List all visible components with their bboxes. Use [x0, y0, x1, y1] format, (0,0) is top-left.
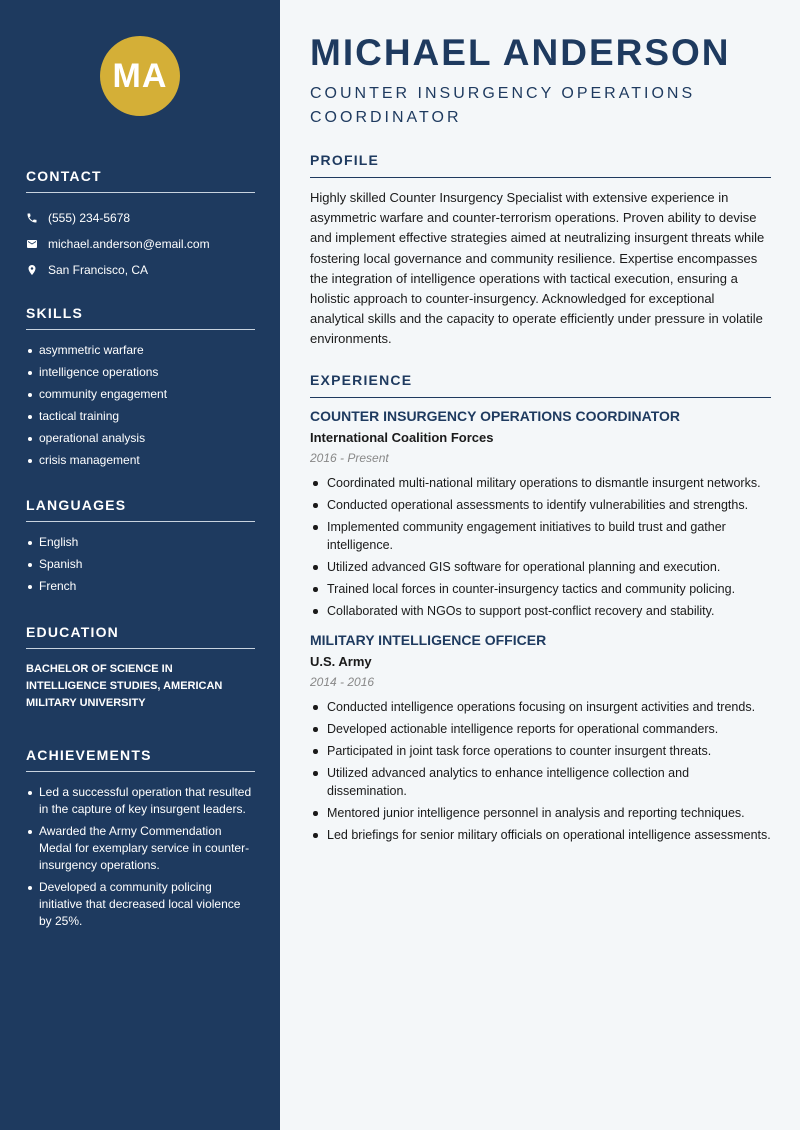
- job-dates: 2014 - 2016: [310, 675, 375, 689]
- skills-list: [26, 342, 255, 469]
- contact-section: [26, 168, 255, 283]
- list-item: Implemented community engagement initiatives to build trust and gather intelligence.: [310, 518, 771, 554]
- list-item: Awarded the Army Commendation Medal for exemplary service in counter-insurgency operations.: [26, 823, 255, 874]
- job-company: International Coalition Forces: [310, 430, 494, 445]
- skills-section: [26, 305, 255, 474]
- list-item: Coordinated multi-national military operations to dismantle insurgent networks.: [310, 474, 771, 492]
- contact-heading: CONTACT: [26, 168, 255, 193]
- profile-heading: PROFILE: [310, 152, 771, 178]
- languages-heading: LANGUAGES: [26, 497, 255, 522]
- list-item: Conducted operational assessments to identify vulnerabilities and strengths.: [310, 496, 771, 514]
- email-text: michael.anderson@email.com: [48, 237, 210, 251]
- education-degree: BACHELOR OF SCIENCE IN INTELLIGENCE STUDIES, AMERICAN MILITARY UNIVERSITY: [26, 663, 223, 709]
- location-pin-icon: [26, 264, 48, 276]
- contact-phone: [26, 205, 255, 231]
- job-title: COUNTER INSURGENCY OPERATIONS COORDINATOR: [310, 408, 680, 424]
- job-title: MILITARY INTELLIGENCE OFFICER: [310, 632, 547, 648]
- email-icon: [26, 238, 48, 250]
- skills-heading: SKILLS: [26, 305, 255, 330]
- list-item: Conducted intelligence operations focusing on insurgent activities and trends.: [310, 698, 771, 716]
- list-item: Mentored junior intelligence personnel in analysis and reporting techniques.: [310, 804, 771, 822]
- list-item: crisis management: [26, 452, 255, 469]
- location-text: San Francisco, CA: [48, 263, 149, 277]
- profile-text: Highly skilled Counter Insurgency Specialist with extensive experience in asymmetric warfare and counter-terrorism operations. Proven ability to devise and implement effective strategies aimed at neutralizing insurgent threats while fostering local governance and community resilience. Expertise encompasses the integration of intelligence operations with tactical execution, ensuring a holistic approach to counter-insurgency. Acknowledged for exceptional analytical skills and the capacity to operate efficiently under pressure in volatile environments.: [310, 190, 765, 347]
- contact-email: [26, 231, 255, 257]
- job-entry: [310, 632, 771, 844]
- avatar: [100, 36, 180, 116]
- candidate-title: COUNTER INSURGENCY OPERATIONS COORDINATOR: [310, 85, 696, 126]
- contact-location: [26, 257, 255, 283]
- list-item: Collaborated with NGOs to support post-conflict recovery and stability.: [310, 602, 771, 620]
- list-item: Trained local forces in counter-insurgency tactics and community policing.: [310, 580, 771, 598]
- candidate-name: MICHAEL ANDERSON: [310, 32, 731, 73]
- achievements-list: [26, 784, 255, 930]
- list-item: asymmetric warfare: [26, 342, 255, 359]
- languages-list: [26, 534, 255, 595]
- job-bullets: [310, 698, 771, 844]
- list-item: English: [26, 534, 255, 551]
- achievements-section: [26, 747, 255, 935]
- list-item: Participated in joint task force operations to counter insurgent threats.: [310, 742, 771, 760]
- list-item: tactical training: [26, 408, 255, 425]
- job-bullets: [310, 474, 771, 620]
- experience-section: [310, 372, 771, 856]
- avatar-initials: MA: [112, 56, 168, 95]
- job-entry: [310, 408, 771, 620]
- list-item: Led a successful operation that resulted in the capture of key insurgent leaders.: [26, 784, 255, 818]
- list-item: Utilized advanced analytics to enhance intelligence collection and dissemination.: [310, 764, 771, 800]
- phone-icon: [26, 212, 48, 224]
- list-item: Developed a community policing initiative that decreased local violence by 25%.: [26, 879, 255, 930]
- education-heading: EDUCATION: [26, 624, 255, 649]
- list-item: Led briefings for senior military officials on operational intelligence assessments.: [310, 826, 771, 844]
- achievements-heading: ACHIEVEMENTS: [26, 747, 255, 772]
- list-item: community engagement: [26, 386, 255, 403]
- languages-section: [26, 497, 255, 600]
- list-item: Utilized advanced GIS software for operational planning and execution.: [310, 558, 771, 576]
- phone-text: (555) 234-5678: [48, 211, 131, 225]
- list-item: intelligence operations: [26, 364, 255, 381]
- education-section: [26, 624, 255, 712]
- list-item: Developed actionable intelligence reports for operational commanders.: [310, 720, 771, 738]
- list-item: Spanish: [26, 556, 255, 573]
- job-dates: 2016 - Present: [310, 451, 389, 465]
- list-item: operational analysis: [26, 430, 255, 447]
- sidebar: [0, 0, 280, 1130]
- profile-section: [310, 152, 771, 350]
- job-company: U.S. Army: [310, 654, 372, 669]
- experience-heading: EXPERIENCE: [310, 372, 771, 398]
- list-item: French: [26, 578, 255, 595]
